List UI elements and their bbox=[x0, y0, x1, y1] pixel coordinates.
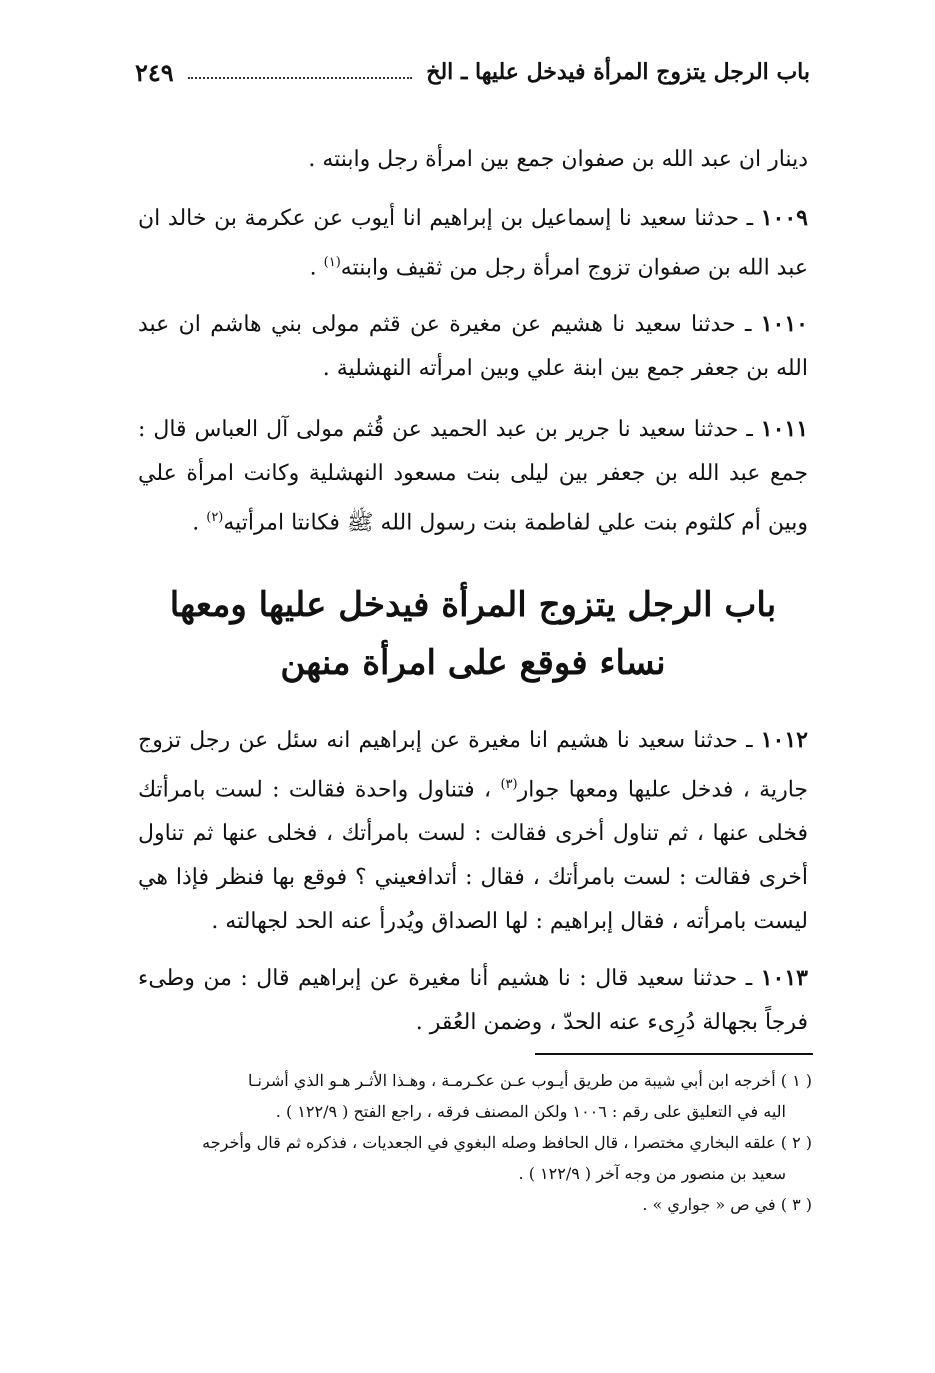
hadith-1009 bbox=[138, 196, 808, 290]
footnotes bbox=[138, 1065, 812, 1220]
main-text-top bbox=[138, 138, 808, 182]
hadith-1011 bbox=[138, 407, 808, 545]
footnote-1-continuation: اليه في التعليق على رقم : ١٠٠٦ ولكن المصنف فرقه ، راجع الفتح ( ١٢٢/٩ ) . bbox=[275, 1102, 786, 1121]
hadith-number: ١٠١٢ bbox=[760, 727, 808, 753]
section-heading bbox=[138, 576, 808, 692]
footnote-ref: (١) bbox=[323, 255, 341, 270]
running-header bbox=[135, 52, 810, 92]
header-title: باب الرجل يتزوج المرأة فيدخل عليها ـ الخ bbox=[426, 59, 810, 85]
hadith-1010 bbox=[138, 302, 808, 391]
footnote-text: علقه البخاري مختصرا ، قال الحافظ وصله البغوي في الجعديات ، فذكره ثم قال وأخرجه bbox=[202, 1133, 776, 1152]
hadith-text: ـ حدثنا سعيد قال : نا هشيم أنا مغيرة عن إبراهيم قال : من وطىء فرجاً بجهالة دُرِىء عنه الحدّ ، وضمن العُقر . bbox=[138, 966, 808, 1035]
hadith-text: ـ حدثنا سعيد نا هشيم عن مغيرة عن قثم مولى بني هاشم ان عبد الله بن جعفر جمع بين ابنة علي وبين امرأته النهشلية . bbox=[138, 312, 808, 381]
footnote-3 bbox=[138, 1189, 812, 1220]
footnote-ref: (٢) bbox=[206, 510, 224, 525]
hadith-1013 bbox=[138, 956, 808, 1045]
footnote-text: أخرجه ابن أبي شيبة من طريق أيـوب عـن عكـرمـة ، وهـذا الأثـر هـو الذي أشرنـا bbox=[247, 1071, 776, 1090]
hadith-text: ـ حدثنا سعيد نا جرير بن عبد الحميد عن قُثم مولى آل العباس قال : جمع عبد الله بن جعفر بين ليلى بنت مسعود النهشلية وكانت امرأة علي وبين أم كلثوم بنت علي لفاطمة بنت رسول الله ﷺ فكانتا امرأتيه bbox=[138, 417, 808, 536]
hadith-number: ١٠٠٩ bbox=[760, 205, 808, 231]
footnote-text: في ص « جواري » . bbox=[642, 1195, 776, 1214]
footnote-separator bbox=[535, 1053, 813, 1055]
footnote-marker: ( ٢ ) bbox=[780, 1133, 812, 1152]
hadith-number: ١٠١٣ bbox=[760, 965, 808, 991]
footnote-2-continuation: سعيد بن منصور من وجه آخر ( ١٢٢/٩ ) . bbox=[518, 1164, 786, 1183]
section-heading-line-1: باب الرجل يتزوج المرأة فيدخل عليها ومعها bbox=[169, 585, 777, 625]
footnote-1 bbox=[138, 1065, 812, 1096]
hadith-tail: ، فتناول واحدة فقالت : لست بامرأتك فخلى عنها ، ثم تناول أخرى فقالت : لست بامرأتك ، فخلى عنها ثم تناول أخرى فقالت : لست بامرأتك ، فقال : أتدافعيني ؟ فوقع بها فنظر فإذا هي ليست بامرأته ، فقال إبراهيم : لها الصداق ويُدرأ عنه الحد لجهالته . bbox=[138, 777, 808, 935]
hadith-1012 bbox=[138, 718, 808, 944]
footnote-marker: ( ١ ) bbox=[780, 1071, 812, 1090]
paragraph-continuation bbox=[138, 138, 808, 182]
page-number: ٢٤٩ bbox=[135, 57, 174, 87]
paragraph-text: دينار ان عبد الله بن صفوان جمع بين امرأة رجل وابنته . bbox=[308, 147, 808, 172]
section-heading-line-2: نساء فوقع على امرأة منهن bbox=[280, 643, 666, 683]
footnote-2 bbox=[138, 1127, 812, 1158]
hadith-number: ١٠١٠ bbox=[760, 311, 808, 337]
hadith-number: ١٠١١ bbox=[760, 416, 809, 442]
header-dot-leader bbox=[188, 77, 413, 79]
hadith-tail: . bbox=[192, 510, 207, 536]
hadith-tail: . bbox=[309, 255, 324, 281]
hadith-text: ـ حدثنا سعيد نا هشيم انا مغيرة عن إبراهيم انه سئل عن رجل تزوج جارية ، فدخل عليها ومعها جوار bbox=[138, 728, 808, 803]
footnote-marker: ( ٣ ) bbox=[780, 1195, 812, 1214]
footnote-ref: (٣) bbox=[500, 777, 518, 792]
hadith-text: ـ حدثنا سعيد نا إسماعيل بن إبراهيم انا أيوب عن عكرمة بن خالد ان عبد الله بن صفوان تزوج امرأة رجل من ثقيف وابنته bbox=[138, 206, 808, 281]
